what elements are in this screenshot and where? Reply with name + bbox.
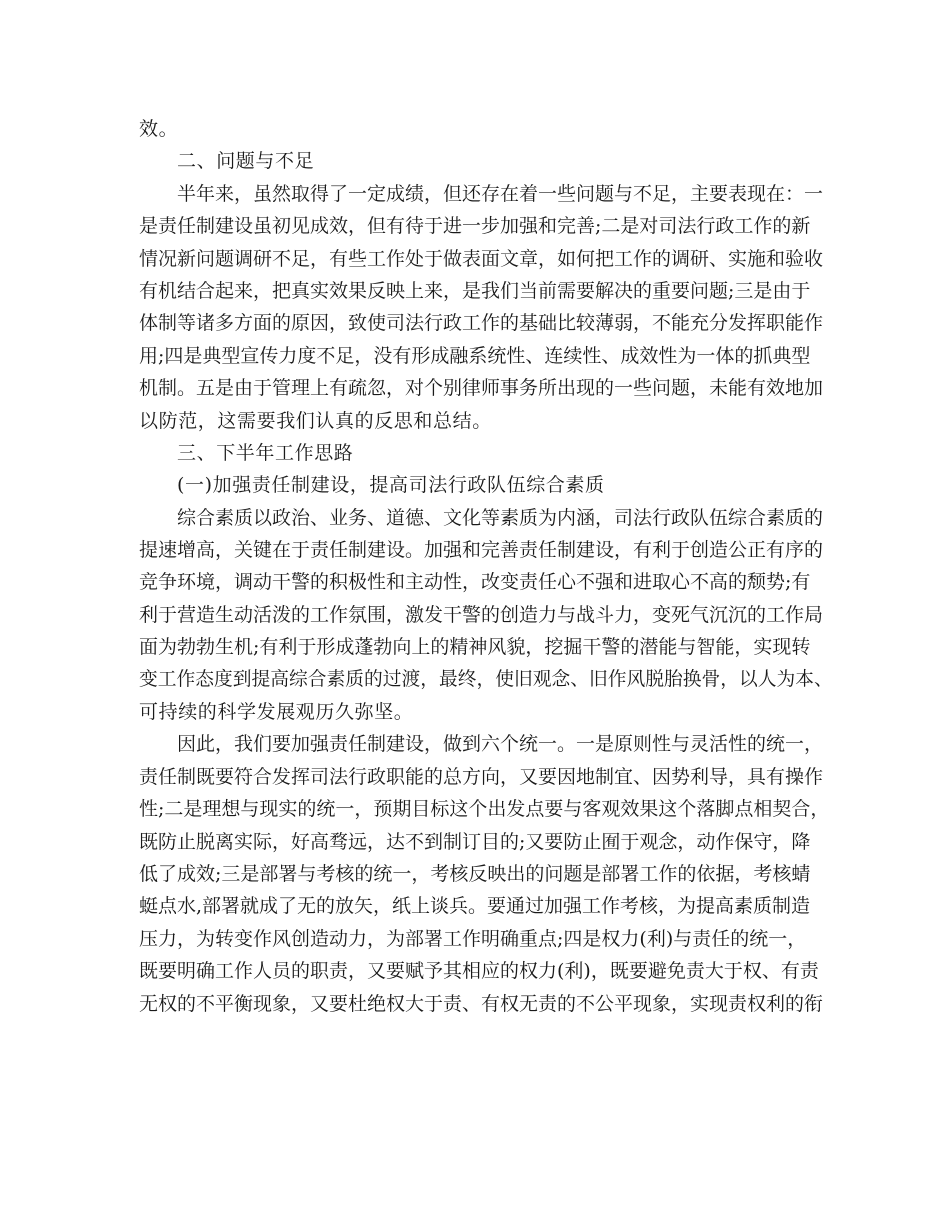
text-line: 可持续的科学发展观历久弥坚。 — [139, 701, 414, 724]
text-line: 因此，我们要加强责任制建设，做到六个统一。一是原则性与灵活性的统一， — [177, 733, 824, 756]
text-line: 是责任制建设虽初见成效，但有待于进一步加强和完善;二是对司法行政工作的新 — [139, 215, 811, 238]
text-line: 三、下半年工作思路 — [177, 441, 354, 464]
text-line: 无权的不平衡现象，又要杜绝权大于责、有权无责的不公平现象，实现责权利的衔 — [139, 992, 824, 1015]
text-line: 半年来，虽然取得了一定成绩，但还存在着一些问题与不足，主要表现在：一 — [177, 182, 824, 205]
text-line: (一)加强责任制建设，提高司法行政队伍综合素质 — [177, 474, 605, 497]
text-line: 机制。五是由于管理上有疏忽，对个别律师事务所出现的一些问题，未能有效地加 — [139, 377, 824, 400]
text-line: 责任制既要符合发挥司法行政职能的总方向，又要因地制宜、因势利导，具有操作 — [139, 765, 824, 788]
text-line: 用;四是典型宣传力度不足，没有形成融系统性、连续性、成效性为一体的抓典型 — [139, 344, 811, 367]
text-line: 利于营造生动活泼的工作氛围，激发干警的创造力与战斗力，变死气沉沉的工作局 — [139, 603, 824, 626]
text-line: 变工作态度到提高综合素质的过渡，最终，使旧观念、旧作风脱胎换骨，以人为本、 — [139, 668, 833, 690]
text-line: 面为勃勃生机;有利于形成蓬勃向上的精神风貌，挖掘干警的潜能与智能，实现转 — [139, 636, 811, 659]
text-line: 有机结合起来，把真实效果反映上来，是我们当前需要解决的重要问题;三是由于 — [139, 279, 811, 302]
text-line: 压力，为转变作风创造动力，为部署工作明确重点;四是权力(利)与责任的统一， — [139, 927, 807, 950]
text-line: 竞争环境，调动干警的积极性和主动性，改变责任心不强和进取心不高的颓势;有 — [139, 571, 811, 594]
text-line: 蜓点水,部署就成了无的放矢，纸上谈兵。要通过加强工作考核，为提高素质制造 — [139, 895, 811, 918]
text-line: 以防范，这需要我们认真的反思和总结。 — [139, 409, 492, 432]
text-line: 低了成效;三是部署与考核的统一，考核反映出的问题是部署工作的依据，考核蜻 — [139, 862, 811, 885]
text-line: 效。 — [139, 118, 179, 140]
text-line: 二、问题与不足 — [177, 150, 315, 173]
text-line: 体制等诸多方面的原因，致使司法行政工作的基础比较薄弱，不能充分发挥职能作 — [139, 312, 824, 335]
text-line: 提速增高，关键在于责任制建设。加强和完善责任制建设，有利于创造公正有序的 — [139, 539, 824, 562]
text-line: 情况新问题调研不足，有些工作处于做表面文章，如何把工作的调研、实施和验收 — [139, 247, 824, 270]
text-line: 性;二是理想与现实的统一，预期目标这个出发点要与客观效果这个落脚点相契合， — [139, 798, 830, 821]
document-body — [139, 113, 839, 1020]
text-line: 既防止脱离实际，好高骛远，达不到制订目的;又要防止囿于观念，动作保守，降 — [139, 830, 811, 853]
text-line: 既要明确工作人员的职责，又要赋予其相应的权力(利)，既要避免责大于权、有责 — [139, 960, 819, 983]
text-line: 综合素质以政治、业务、道德、文化等素质为内涵，司法行政队伍综合素质的 — [177, 506, 824, 529]
